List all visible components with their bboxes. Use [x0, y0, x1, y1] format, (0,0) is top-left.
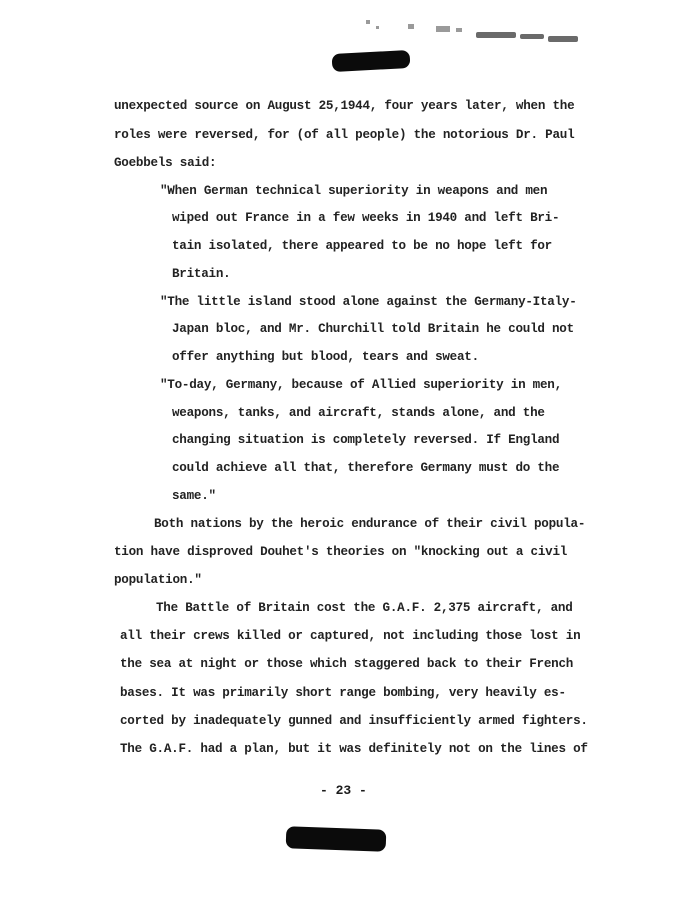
text-line-3: Goebbels said:	[114, 156, 217, 170]
quote-line-11: could achieve all that, therefore Germany must do the	[172, 461, 560, 475]
text-line-2: roles were reversed, for (of all people) the notorious Dr. Paul	[114, 128, 575, 142]
text-line-9: the sea at night or those which staggered back to their French	[120, 657, 574, 671]
text-line-4: Both nations by the heroic endurance of their civil popula-	[154, 517, 586, 531]
text-line-8: all their crews killed or captured, not including those lost in	[120, 629, 581, 643]
text-line-6: population."	[114, 573, 202, 587]
footer-redaction-bar	[286, 826, 387, 851]
quote-line-3: tain isolated, there appeared to be no hope left for	[172, 239, 552, 253]
header-redaction-bar	[332, 50, 411, 72]
quote-line-1: "When German technical superiority in weapons and men	[160, 184, 548, 198]
page-number: - 23 -	[320, 783, 367, 798]
text-line-7: The Battle of Britain cost the G.A.F. 2,375 aircraft, and	[156, 601, 573, 615]
quote-line-10: changing situation is completely reversed. If England	[172, 433, 560, 447]
text-line-12: The G.A.F. had a plan, but it was definitely not on the lines of	[120, 742, 588, 756]
quote-line-2: wiped out France in a few weeks in 1940 and left Bri-	[172, 211, 560, 225]
quote-line-8: "To-day, Germany, because of Allied superiority in men,	[160, 378, 562, 392]
text-line-1: unexpected source on August 25,1944, four years later, when the	[114, 99, 575, 113]
text-line-10: bases. It was primarily short range bombing, very heavily es-	[120, 686, 566, 700]
quote-line-7: offer anything but blood, tears and sweat.	[172, 350, 479, 364]
text-line-11: corted by inadequately gunned and insufficiently armed fighters.	[120, 714, 588, 728]
quote-line-12: same."	[172, 489, 216, 503]
quote-line-9: weapons, tanks, and aircraft, stands alone, and the	[172, 406, 545, 420]
quote-line-5: "The little island stood alone against the Germany-Italy-	[160, 295, 577, 309]
quote-line-6: Japan bloc, and Mr. Churchill told Britain he could not	[172, 322, 574, 336]
text-line-5: tion have disproved Douhet's theories on "knocking out a civil	[114, 545, 568, 559]
header-stamp-marks	[336, 12, 586, 52]
quote-line-4: Britain.	[172, 267, 231, 281]
